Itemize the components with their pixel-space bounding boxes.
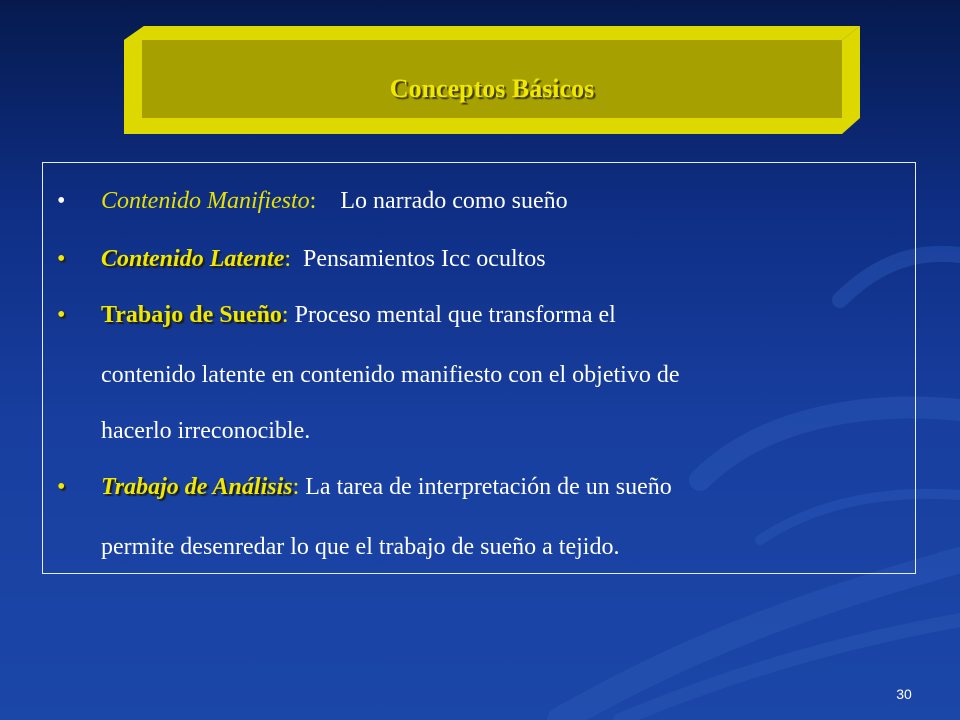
bullet-colon: : bbox=[281, 302, 289, 328]
bullet-colon: : bbox=[284, 246, 292, 272]
bullet-term: Contenido Latente bbox=[101, 246, 285, 272]
bullet-marker: • bbox=[57, 188, 66, 214]
bullet-marker: • bbox=[57, 246, 66, 272]
bullet-marker: • bbox=[57, 474, 66, 500]
bullet-text: Lo narrado como sueño bbox=[340, 188, 568, 214]
bullet-continuation bbox=[43, 519, 913, 575]
bullet-marker: • bbox=[57, 302, 66, 328]
title-banner bbox=[124, 26, 860, 134]
bullet-text: Proceso mental que transforma el bbox=[294, 302, 616, 328]
bullet-contenido-manifiesto bbox=[43, 173, 913, 229]
bullet-term: Contenido Manifiesto bbox=[101, 188, 310, 214]
bullet-text: La tarea de interpretación de un sueño bbox=[305, 474, 672, 500]
bullet-trabajo-de-analisis bbox=[43, 459, 913, 515]
bullet-continuation bbox=[43, 347, 913, 403]
bullet-continuation bbox=[43, 403, 913, 459]
page-number: 30 bbox=[896, 686, 912, 702]
bullet-line-text bbox=[101, 287, 616, 343]
bullet-term: Trabajo de Sueño bbox=[101, 302, 282, 328]
bullet-text: Pensamientos Icc ocultos bbox=[303, 246, 546, 272]
bullet-line-text bbox=[101, 231, 546, 287]
bullet-continuation-text: contenido latente en contenido manifiesto con el objetivo de bbox=[101, 362, 680, 388]
bullet-colon: : bbox=[292, 474, 300, 500]
bullet-continuation-text: permite desenredar lo que el trabajo de sueño a tejido. bbox=[101, 534, 620, 560]
bullet-term: Trabajo de Análisis bbox=[101, 474, 293, 500]
slide-title: Conceptos Básicos bbox=[389, 74, 595, 103]
bullet-line-text bbox=[101, 173, 568, 229]
bullet-colon: : bbox=[309, 188, 317, 214]
bullet-line-text bbox=[101, 459, 672, 515]
bullet-continuation-text: hacerlo irreconocible. bbox=[101, 418, 311, 444]
bullet-contenido-latente bbox=[43, 231, 913, 287]
bullet-trabajo-de-sueno bbox=[43, 287, 913, 343]
content-box bbox=[42, 162, 916, 574]
